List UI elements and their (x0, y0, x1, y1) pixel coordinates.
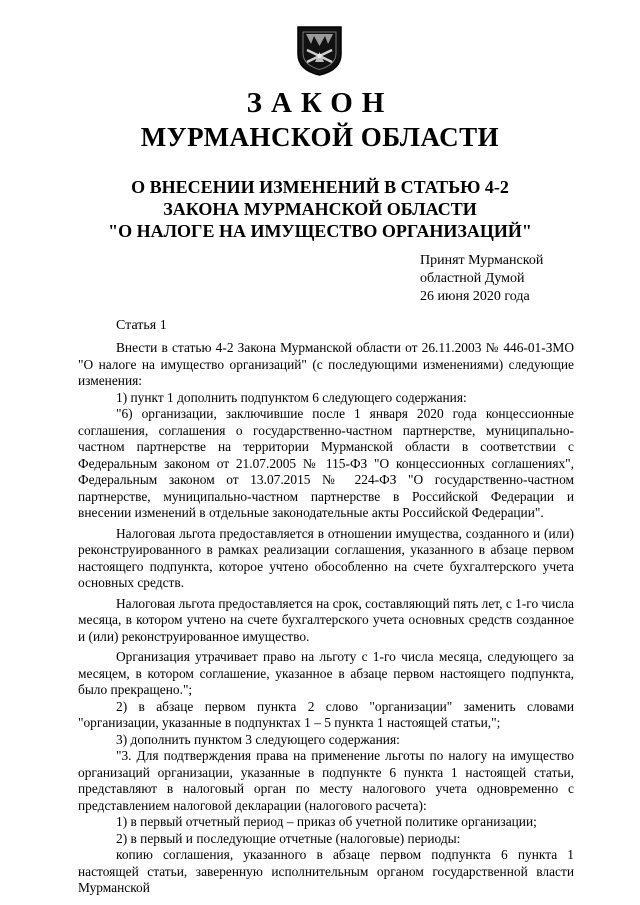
law-title: ЗАКОН (246, 87, 394, 119)
paragraph: 2) в первый и последующие отчетные (налоговые) периоды: (116, 830, 461, 846)
subtitle-line: "О НАЛОГЕ НА ИМУЩЕСТВО ОРГАНИЗАЦИЙ" (108, 221, 532, 241)
paragraph: 1) пункт 1 дополнить подпунктом 6 следующего содержания: (116, 389, 467, 405)
paragraph: 2) в абзаце первом пункта 2 слово "организации" заменить словами "организации, указанные в подпунктах 1 – 5 пункта 1 настоящей статьи,"; (78, 698, 574, 730)
adoption-date: 26 июня 2020 года (420, 289, 530, 304)
paragraph: копию соглашения, указанного в абзаце первом подпункта 6 пункта 1 настоящей статьи, заверенную исполнительным органом государственной власти Мурманской (78, 847, 574, 895)
adoption-block (420, 252, 543, 306)
paragraph: "3. Для подтверждения права на применение льготы по налогу на имущество организаций организации, указанные в подпункте 6 пункта 1 настоящей статьи, представляют в налоговый орган по месту налогового учета одновременно с представлением налоговой декларации (налогового расчета): (78, 748, 574, 813)
paragraph: Внести в статью 4-2 Закона Мурманской области от 26.11.2003 № 446-01-ЗМО "О налоге на имущество организаций" (с последующими изменениями) следующие изменения: (78, 340, 574, 388)
law-subtitle (0, 176, 640, 242)
paragraph: Налоговая льгота предоставляется в отношении имущества, созданного и (или) реконструированного в рамках реализации соглашения, указанного в абзаце первом настоящего подпункта, которое учтено обособленно на счете бухгалтерского учета основных средств. (78, 525, 574, 590)
paragraph: Налоговая льгота предоставляется на срок, составляющий пять лет, с 1-го числа месяца, в котором учтено на счете бухгалтерского учета основных средств созданное и (или) реконструированное имущество. (78, 595, 574, 644)
subtitle-line: ЗАКОНА МУРМАНСКОЙ ОБЛАСТИ (163, 199, 477, 219)
law-body (78, 340, 574, 897)
paragraph: "6) организации, заключившие после 1 января 2020 года концессионные соглашения, соглашения о государственно-частном партнерстве, муниципально-частном партнерстве на территории Мурманской области в соответствии с Федеральным законом от 21.07.2005 № 115-ФЗ "О концессионных соглашениях", Федеральным законом от 13.07.2015 № 224-ФЗ "О государственно-частном партнерстве, муниципально-частном партнерстве в Российской Федерации и внесении изменений в отдельные законодательные акты Российской Федерации". (78, 406, 574, 520)
paragraph: 3) дополнить пунктом 3 следующего содержания: (116, 731, 400, 747)
paragraph: Организация утрачивает право на льготу с 1-го числа месяца, следующего за месяцем, в котором соглашение, указанное в абзаце первом настоящего подпункта, было прекращено."; (78, 649, 574, 697)
adoption-line: Принят Мурманской (420, 253, 544, 268)
coat-of-arms-icon (292, 22, 347, 77)
paragraph: 1) в первый отчетный период – приказ об учетной политике организации; (116, 814, 537, 829)
article-heading: Статья 1 (116, 318, 167, 333)
subtitle-line: О ВНЕСЕНИИ ИЗМЕНЕНИЙ В СТАТЬЮ 4-2 (131, 177, 509, 197)
adoption-line: областной Думой (420, 271, 525, 286)
region-title: МУРМАНСКОЙ ОБЛАСТИ (140, 122, 500, 152)
